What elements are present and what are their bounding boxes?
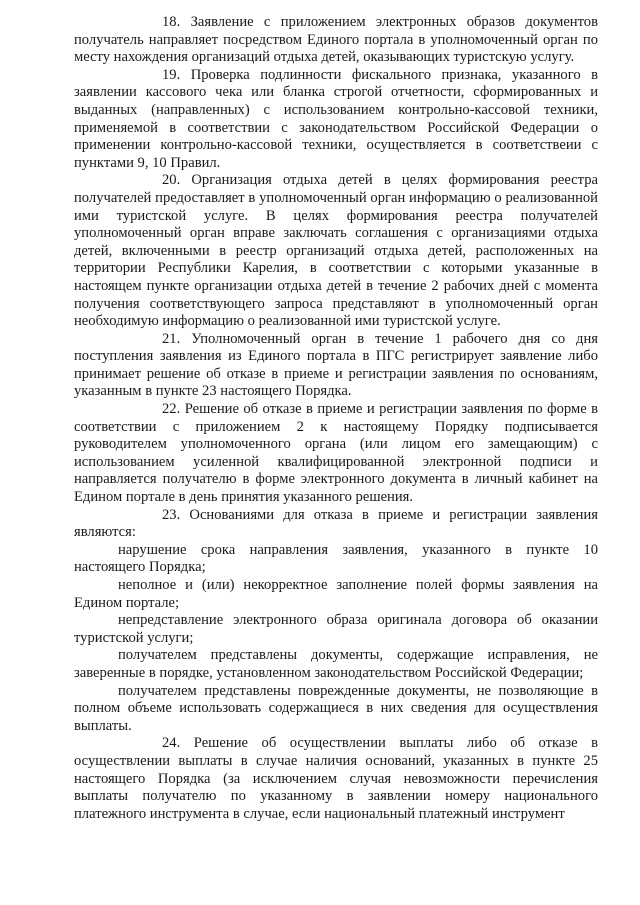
paragraph-text: Решение об осуществлении выплаты либо об отказе в осуществлении выплаты в случае наличия оснований, указанных в пункте 25 настоящего Порядка (за исключением случая невозможности перечисления выплаты получателю по указанному в заявлении номеру национального платежного инструмента в случае, если национальный платежный инструмент (74, 735, 598, 822)
ground-item-3: непредставление электронного образа оригинала договора об оказании туристской услуги; (74, 612, 598, 646)
paragraph-22 (74, 401, 598, 507)
paragraph-number: 19. (162, 66, 181, 83)
document-body (74, 14, 598, 823)
paragraph-24 (74, 735, 598, 823)
paragraph-18 (74, 14, 598, 67)
paragraph-text: Заявление с приложением электронных образов документов получатель направляет посредством Единого портала в уполномоченный орган по месту нахождения организаций отдыха детей, оказывающих туристскую услугу. (74, 14, 598, 66)
paragraph-text: Основаниями для отказа в приеме и регистрации заявления являются: (74, 506, 598, 541)
paragraph-number: 23. (162, 506, 181, 523)
paragraph-number: 20. (162, 172, 181, 189)
paragraph-number: 24. (162, 735, 181, 752)
paragraph-text: Проверка подлинности фискального признака, указанного в заявлении кассового чека или бланка строгой отчетности, сформированных и выданных (направленных) с использованием контрольно-кассовой техники, применяемой в соответствии с законодательством Российской Федерации о применении контрольно-кассовой техники, осуществляется в соответствеии с пунктами 9, 10 Правил. (74, 66, 598, 171)
ground-item-4: получателем представлены документы, содержащие исправления, не заверенные в порядке, установленном законодательством Российской Федерации; (74, 647, 598, 681)
paragraph-text: Уполномоченный орган в течение 1 рабочего дня со дня поступления заявления из Единого портала в ПГС регистрирует заявление либо принимает решение об отказе в приеме и регистрации заявления по основаниям, указанным в пункте 23 настоящего Порядка. (74, 330, 599, 400)
paragraph-20 (74, 172, 598, 330)
paragraph-text: Организация отдыха детей в целях формирования реестра получателей предоставляет в уполномоченный орган информацию о реализованной ими туристской услуге. В целях формирования реестра получателей уполномоченный орган вправе заключать соглашения с организациями отдыха детей, включенными в реестр организаций отдыха детей, расположенных на территории Республики Карелия, в соответствии с которыми указанные в настоящем пункте организации отдыха детей в течение 2 рабочих дней с момента получения соответствующего запроса представляют в уполномоченный орган необходимую информацию о реализованной ими туристской услуге. (74, 172, 598, 330)
paragraph-number: 22. (162, 401, 181, 418)
paragraph-23 (74, 507, 598, 542)
ground-item-1: нарушение срока направления заявления, указанного в пункте 10 настоящего Порядка; (74, 541, 598, 576)
paragraph-number: 21. (162, 330, 181, 347)
paragraph-19 (74, 67, 598, 173)
ground-item-2: неполное и (или) некорректное заполнение полей формы заявления на Едином портале; (74, 577, 598, 611)
paragraph-text: Решение об отказе в приеме и регистрации заявления по форме в соответствии с приложением 2 к настоящему Порядку подписывается руководителем уполномоченного органа (или лицом его замещающим) с использованием усиленной квалифицированной электронной подписи и направляется получателю в форме электронного документа в личный кабинет на Едином портале в день принятия указанного решения. (74, 401, 599, 506)
ground-item-5: получателем представлены поврежденные документы, не позволяющие в полном объеме использовать содержащиеся в них сведения для осуществления выплаты. (74, 682, 598, 734)
paragraph-number: 18. (162, 14, 181, 30)
paragraph-21 (74, 331, 598, 401)
